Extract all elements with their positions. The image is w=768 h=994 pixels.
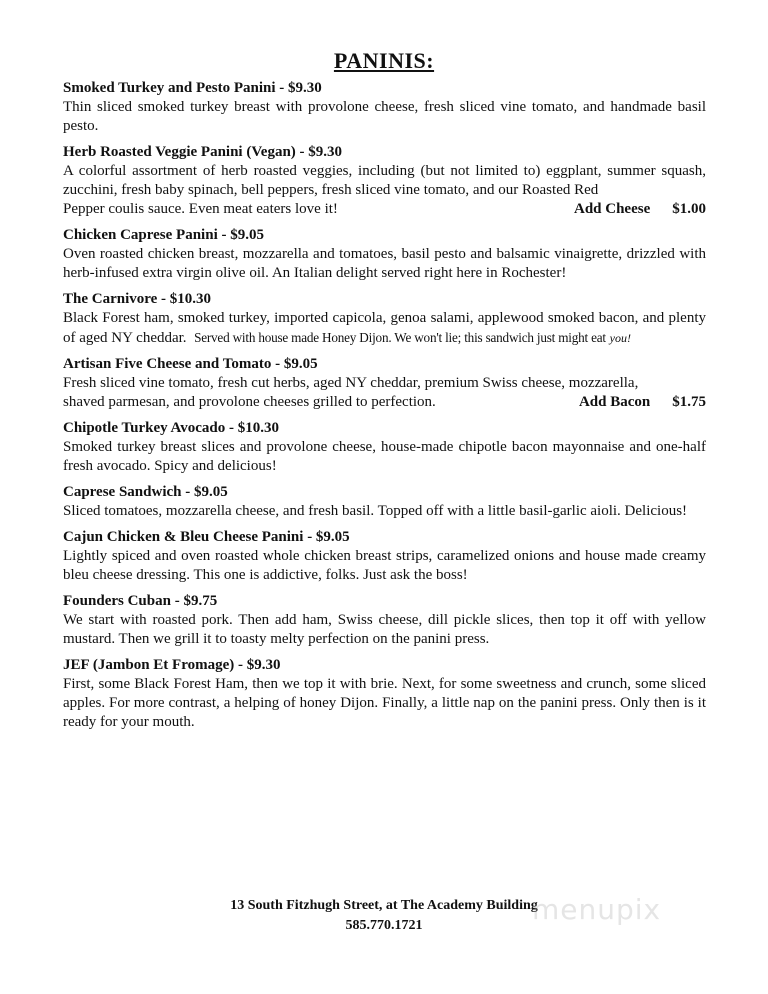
item-name: Chicken Caprese Panini - $9.05	[63, 227, 264, 243]
watermark-logo: menupix	[532, 893, 662, 926]
item-name: Smoked Turkey and Pesto Panini - $9.30	[63, 80, 322, 96]
item-name: Founders Cuban - $9.75	[63, 593, 218, 609]
menu-items-list	[63, 79, 706, 739]
addon-price: $1.00	[672, 201, 706, 217]
item-name: Caprese Sandwich - $9.05	[63, 484, 228, 500]
menu-item	[63, 528, 706, 585]
item-description: Lightly spiced and oven roasted whole chicken breast strips, caramelized onions and house made creamy bleu cheese dressing. This one is addictive, folks. Just ask the boss!	[63, 548, 706, 583]
item-description: Smoked turkey breast slices and provolone cheese, house-made chipotle bacon mayonnaise and one-half fresh avocado. Spicy and delicious!	[63, 439, 706, 474]
menu-item	[63, 656, 706, 732]
addon	[579, 393, 706, 412]
item-description-last-line: Pepper coulis sauce. Even meat eaters love it!	[63, 201, 338, 217]
item-name: Herb Roasted Veggie Panini (Vegan) - $9.30	[63, 144, 343, 160]
footer-phone: 585.770.1721	[345, 918, 423, 933]
item-description: We start with roasted pork. Then add ham, Swiss cheese, dill pickle slices, then top it off with yellow mustard. Then we grill it to toasty melty perfection on the panini press.	[63, 612, 706, 647]
item-description-tail: you!	[609, 331, 631, 345]
item-description	[63, 309, 706, 348]
item-description-addon-row	[63, 393, 706, 412]
item-description: Oven roasted chicken breast, mozzarella and tomatoes, basil pesto and balsamic vinaigrette, drizzled with herb-infused extra virgin olive oil. An Italian delight served right here in Rochester!	[63, 246, 706, 281]
menu-item	[63, 143, 706, 219]
footer-address: 13 South Fitzhugh Street, at The Academy Building	[230, 898, 538, 913]
item-description: Sliced tomatoes, mozzarella cheese, and fresh basil. Topped off with a little basil-garlic aioli. Delicious!	[63, 503, 688, 519]
item-name: The Carnivore - $10.30	[63, 291, 212, 307]
menu-item	[63, 226, 706, 283]
item-description: Thin sliced smoked turkey breast with provolone cheese, fresh sliced vine tomato, and handmade basil pesto.	[63, 99, 706, 134]
item-description-last-line: shaved parmesan, and provolone cheeses grilled to perfection.	[63, 394, 436, 410]
addon-label: Add Cheese	[573, 201, 651, 217]
menu-item	[63, 79, 706, 136]
item-name: Chipotle Turkey Avocado - $10.30	[63, 420, 279, 436]
addon-price: $1.75	[672, 394, 706, 410]
menu-item	[63, 419, 706, 476]
item-description-main: Black Forest ham, smoked turkey, imported capicola, genoa salami, applewood smoked bacon, and plenty of aged NY cheddar.	[63, 310, 706, 346]
item-description: First, some Black Forest Ham, then we top it with brie. Next, for some sweetness and crunch, some sliced apples. For more contrast, a helping of honey Dijon. Finally, a little nap on the panini press. Only then is it ready for your mouth.	[63, 676, 706, 730]
menu-item	[63, 592, 706, 649]
addon-label: Add Bacon	[578, 394, 651, 410]
item-name: JEF (Jambon Et Fromage) - $9.30	[63, 657, 281, 673]
addon	[574, 200, 706, 219]
menu-item	[63, 483, 706, 521]
item-description-addon-row	[63, 200, 706, 219]
item-name: Cajun Chicken & Bleu Cheese Panini - $9.05	[63, 529, 350, 545]
item-description: A colorful assortment of herb roasted veggies, including (but not limited to) eggplant, summer squash, zucchini, fresh baby spinach, bell peppers, fresh sliced vine tomato, and our Roasted Red	[63, 163, 706, 198]
menu-item	[63, 355, 706, 412]
item-description: Fresh sliced vine tomato, fresh cut herbs, aged NY cheddar, premium Swiss cheese, mozzarella,	[63, 375, 639, 391]
menu-item	[63, 290, 706, 348]
page-title: PANINIS:	[333, 48, 435, 73]
item-name: Artisan Five Cheese and Tomato - $9.05	[63, 356, 318, 372]
item-description-small: Served with house made Honey Dijon. We won't lie; this sandwich just might eat	[194, 330, 606, 345]
